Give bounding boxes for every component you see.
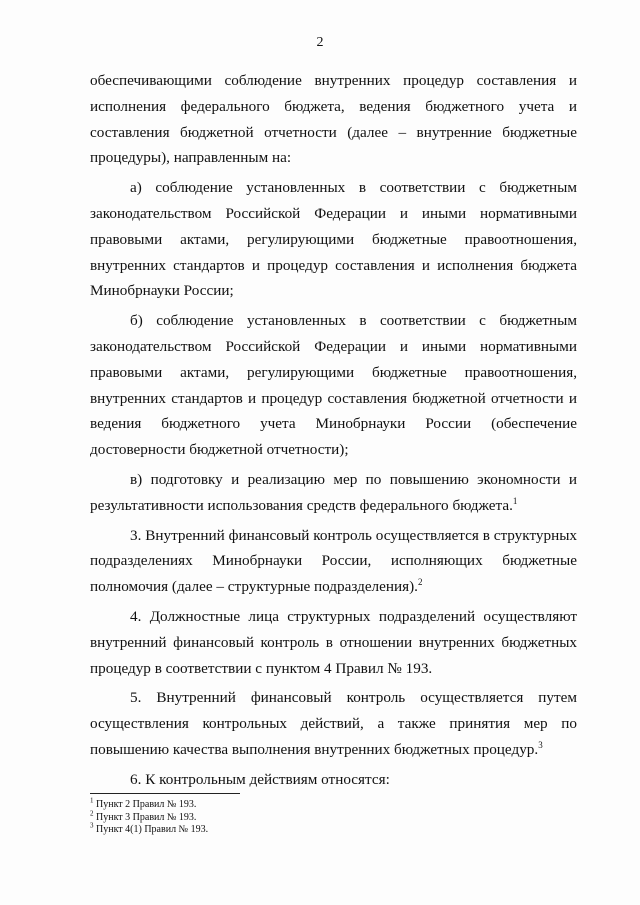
footnote-mark-2: 2 (90, 809, 94, 818)
paragraph-6: 6. К контрольным действиям относятся: (130, 770, 390, 788)
footnote-mark-3: 3 (90, 821, 94, 830)
paragraph-3-text: 3. Внутренний финансовый контроль осуществляется в структурных подразделениях Минобрнауки России, исполняющих бюджетные полномочия (далее – структурные подразделения). (90, 526, 577, 596)
paragraph-4: 4. Должностные лица структурных подразделений осуществляют внутренний финансовый контроль в отношении внутренних бюджетных процедур в соответствии с пунктом 4 Правил № 193. (90, 607, 577, 677)
footnote-text-2: Пункт 3 Правил № 193. (96, 811, 197, 823)
paragraph-3 (90, 523, 577, 600)
paragraph-item-v-text: в) подготовку и реализацию мер по повышению экономности и результативности использования средств федерального бюджета. (90, 470, 577, 514)
paragraph-5-text: 5. Внутренний финансовый контроль осуществляется путем осуществления контрольных действий, а также принятия мер по повышению качества выполнения внутренних бюджетных процедур. (90, 689, 577, 758)
footnote-3 (90, 821, 390, 837)
footnote-1 (90, 796, 390, 812)
paragraph-5 (90, 685, 577, 762)
footnote-ref-2: 2 (417, 577, 423, 588)
footnote-text-3: Пункт 4(1) Правил № 193. (96, 824, 209, 835)
footnote-2 (90, 809, 390, 825)
footnotes (90, 796, 390, 837)
footnote-mark-1: 1 (90, 796, 94, 805)
page-number: 2 (316, 35, 324, 50)
paragraph-item-b: б) соблюдение установленных в соответствии с бюджетным законодательством Российской Федерации и иными нормативными правовыми актами, регулирующими бюджетные правоотношения, внутренних стандартов и процедур составления бюджетной отчетности и ведения бюджетного учета Минобрнауки России (обеспечение достоверности бюджетной отчетности); (90, 312, 577, 459)
document-body (90, 68, 577, 793)
paragraph-intro: обеспечивающими соблюдение внутренних процедур составления и исполнения федерального бюджета, ведения бюджетного учета и составления бюджетной отчетности (далее – внутренние бюджетные процедуры), направленным на: (90, 72, 577, 167)
footnote-text-1: Пункт 2 Правил № 193. (96, 799, 197, 810)
footnote-separator (90, 793, 240, 794)
paragraph-item-v (90, 467, 577, 519)
footnote-ref-1: 1 (512, 495, 518, 506)
paragraph-item-a: а) соблюдение установленных в соответствии с бюджетным законодательством Российской Федерации и иными нормативными правовыми актами, регулирующими бюджетные правоотношения, внутренних стандартов и процедур составления и исполнения бюджета Минобрнауки России; (90, 179, 577, 300)
footnote-ref-3: 3 (538, 739, 543, 750)
